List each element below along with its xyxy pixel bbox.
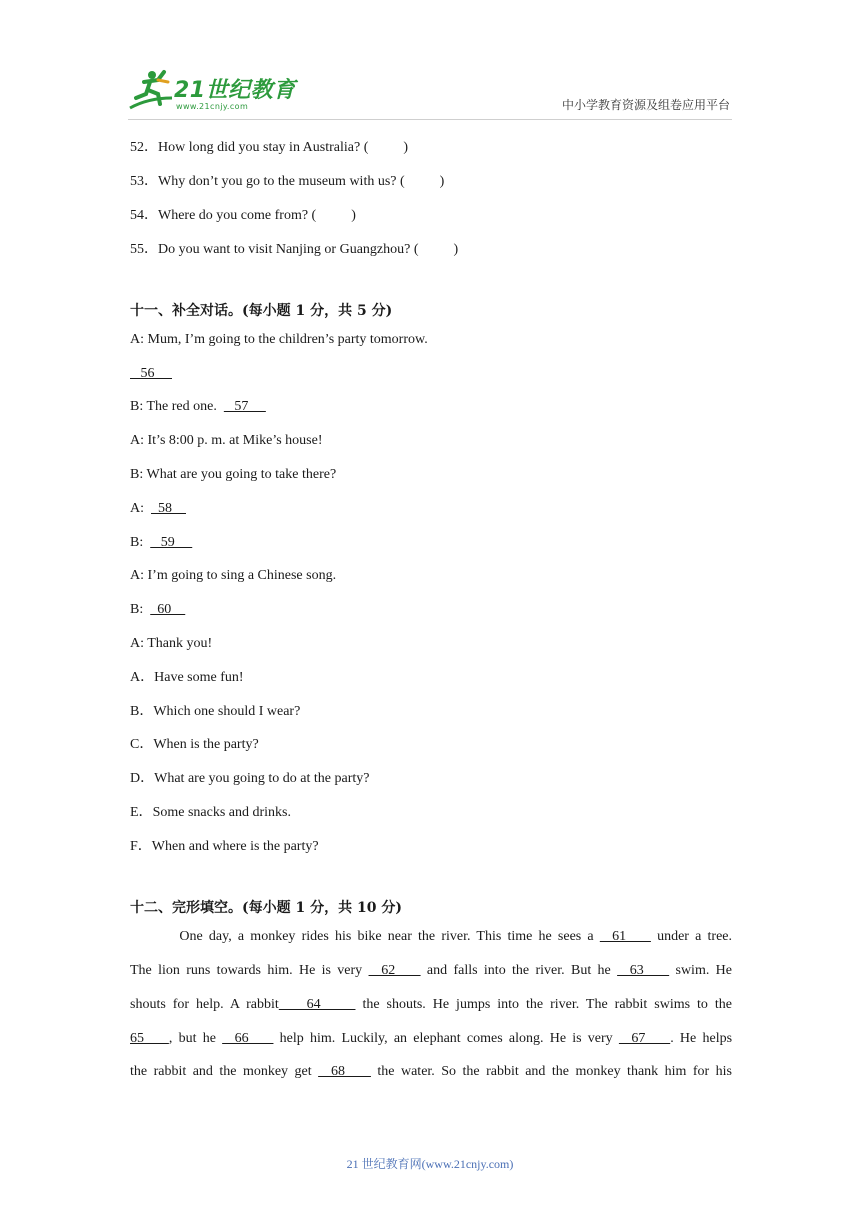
platform-label: 中小学教育资源及组卷应用平台	[561, 98, 730, 112]
cloze-text: shouts for help. A rabbit	[130, 997, 279, 1012]
dialog-line	[130, 466, 336, 484]
cloze-text: the shouts. He jumps into the river. The rabbit swims to the	[355, 997, 732, 1012]
question-number: 54．	[130, 208, 158, 223]
cloze-text: The lion runs towards him. He is very	[130, 963, 369, 978]
cloze-text: , but he	[168, 1031, 223, 1046]
dialog-line	[130, 365, 172, 383]
option-text: What are you going to do at the party?	[154, 771, 370, 786]
blank-65[interactable]: 65	[130, 1031, 169, 1046]
question-number: 52．	[130, 140, 158, 155]
dialog-text: B:	[130, 602, 151, 617]
option-letter: C．	[130, 737, 154, 752]
logo-url: www.21cnjy.com	[176, 102, 249, 111]
option-c	[130, 736, 259, 754]
dialog-text: B: What are you going to take there?	[130, 467, 337, 482]
cloze-line	[130, 1030, 732, 1048]
option-e	[130, 804, 291, 822]
cloze-text: the water. So the rabbit and the monkey thank him for his	[370, 1064, 733, 1079]
dialog-text: A: It’s 8:00 p. m. at Mike’s house!	[130, 433, 323, 448]
cloze-text: and falls into the river. But he	[420, 963, 618, 978]
dialog-text: B: The red one.	[130, 399, 224, 414]
option-text: Which one should I wear?	[153, 704, 301, 719]
cloze-line	[130, 928, 732, 946]
question-52	[130, 139, 408, 157]
question-53	[130, 173, 444, 191]
question-text: How long did you stay in Australia? (	[158, 140, 369, 155]
dialog-line	[130, 398, 266, 416]
blank-57[interactable]: 57	[223, 399, 266, 414]
option-f	[130, 838, 319, 856]
question-text: Where do you come from? (	[158, 208, 317, 223]
blank-68[interactable]: 68	[318, 1064, 371, 1079]
dialog-line	[130, 567, 336, 585]
site-logo	[122, 68, 296, 116]
cloze-line	[130, 1063, 732, 1081]
option-b	[130, 703, 300, 721]
blank-61[interactable]: 61	[599, 929, 651, 944]
dialog-line	[130, 601, 185, 619]
dialog-line	[130, 432, 323, 450]
cloze-text: help him. Luckily, an elephant comes along. He is very	[273, 1031, 619, 1046]
option-text: Some snacks and drinks.	[152, 805, 291, 820]
option-text: When and where is the party?	[151, 839, 319, 854]
blank-56[interactable]: 56	[130, 366, 172, 381]
dialog-text: A: I’m going to sing a Chinese song.	[130, 568, 337, 583]
cloze-line	[130, 996, 732, 1014]
question-54	[130, 207, 356, 225]
option-letter: D．	[130, 771, 155, 786]
option-d	[130, 770, 370, 788]
dialog-text: A:	[130, 501, 151, 516]
option-letter: F．	[130, 839, 152, 854]
question-close: )	[403, 140, 409, 155]
section-11-title: 十一、补全对话。(每小题 1 分，共 5 分)	[130, 303, 393, 319]
dialog-line	[130, 534, 192, 552]
cloze-line	[130, 962, 732, 980]
blank-66[interactable]: 66	[222, 1031, 274, 1046]
question-55	[130, 241, 458, 259]
dialog-line	[130, 500, 186, 518]
question-text: Why don’t you go to the museum with us? (	[158, 174, 405, 189]
dialog-text: A: Mum, I’m going to the children’s party tomorrow.	[130, 332, 428, 347]
question-close: )	[439, 174, 445, 189]
option-text: Have some fun!	[154, 670, 244, 685]
header-divider	[128, 119, 732, 120]
logo-wordmark: 21世纪教育	[174, 78, 296, 103]
blank-59[interactable]: 59	[150, 535, 193, 550]
question-number: 53．	[130, 174, 158, 189]
blank-63[interactable]: 63	[617, 963, 670, 978]
blank-64[interactable]: 64	[278, 997, 356, 1012]
blank-60[interactable]: 60	[150, 602, 186, 617]
dialog-text: B:	[130, 535, 151, 550]
option-a	[130, 669, 244, 687]
blank-67[interactable]: 67	[618, 1031, 671, 1046]
option-text: When is the party?	[153, 737, 259, 752]
section-12-title: 十二、完形填空。(每小题 1 分，共 10 分)	[130, 900, 402, 916]
question-close: )	[453, 242, 459, 257]
cloze-text: . He helps	[670, 1031, 733, 1046]
dialog-line	[130, 331, 428, 349]
dialog-line	[130, 635, 212, 653]
question-number: 55．	[130, 242, 158, 257]
page-footer: 21 世纪教育网(www.21cnjy.com)	[346, 1157, 514, 1171]
page-header	[0, 0, 860, 120]
blank-58[interactable]: 58	[151, 501, 186, 516]
question-text: Do you want to visit Nanjing or Guangzhou? (	[158, 242, 419, 257]
dialog-text: A: Thank you!	[130, 636, 213, 651]
option-letter: E．	[130, 805, 153, 820]
cloze-text: under a tree.	[650, 929, 732, 944]
runner-logo-icon	[122, 68, 178, 114]
cloze-text: swim. He	[669, 963, 733, 978]
cloze-text: the rabbit and the monkey get	[130, 1064, 319, 1079]
option-letter: B．	[130, 704, 154, 719]
question-close: )	[351, 208, 356, 223]
blank-62[interactable]: 62	[368, 963, 421, 978]
cloze-text: One day, a monkey rides his bike near the river. This time he sees a	[130, 929, 600, 944]
option-letter: A．	[130, 670, 155, 685]
